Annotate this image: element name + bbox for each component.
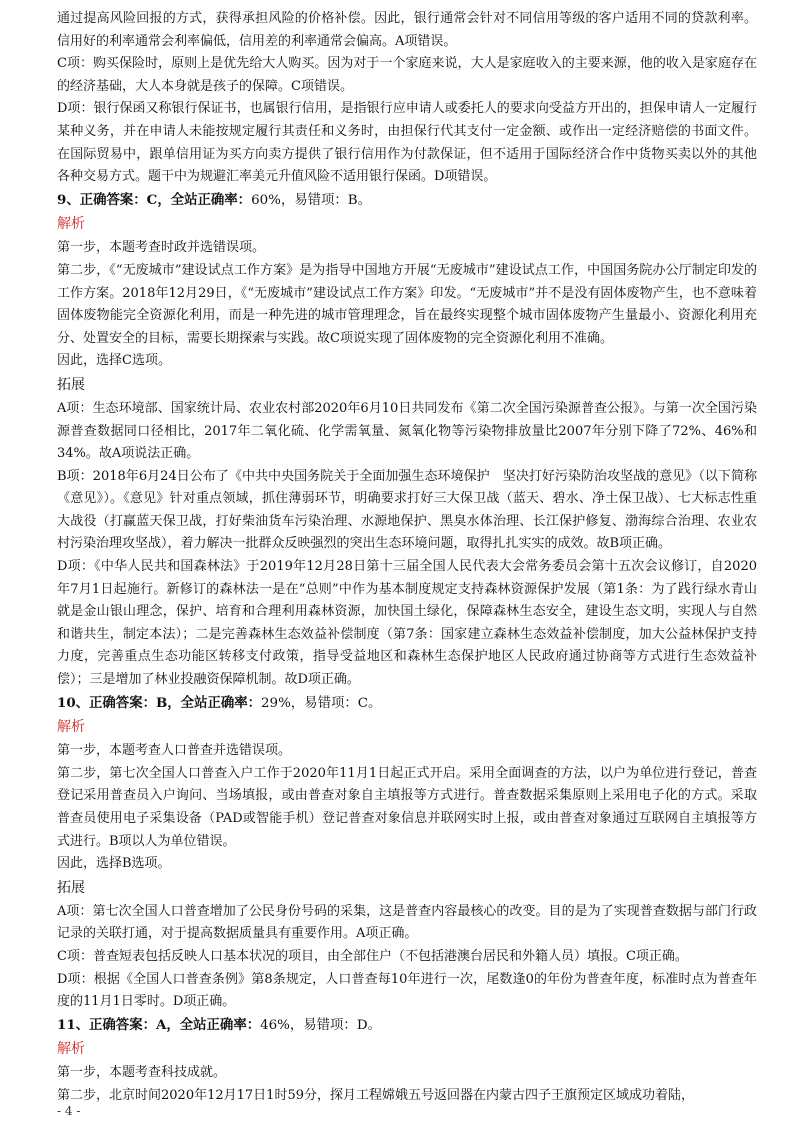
answer-head: 10、正确答案：B，全站正确率： [57,694,262,711]
answer-head: 11、正确答案：A，全站正确率： [57,1016,261,1033]
answer-head: 9、正确答案：C，全站正确率： [57,191,252,208]
paragraph: 第一步，本题考查科技成就。 [57,1065,227,1081]
paragraph: 第一步，本题考查时政并选错误项。 [57,240,266,256]
answer-rest: 60%，易错项：B。 [251,192,372,208]
paragraph: 通过提高风险回报的方式，获得承担风险的价格补偿。因此，银行通常会针对不同信用等级的客户适用不同的贷款利率。信用好的利率通常会利率偏低，信用差的利率通常会偏高。A项错误。 [57,11,757,49]
paragraph: 第二步，北京时间2020年12月17日1时59分，探月工程嫦娥五号返回器在内蒙古四子王旗预定区域成功着陆， [57,1087,694,1103]
document-body [57,8,757,1108]
paragraph: A项：第七次全国人口普查增加了公民身份号码的采集，这是普查内容最核心的改变。目的是为了实现普查数据与部门行政记录的关联打通，对于提高数据质量具有重要作用。A项正确。 [57,903,757,942]
paragraph: D项：银行保函又称银行保证书，也属银行信用，是指银行应申请人或委托人的要求向受益方开出的，担保申请人一定履行某种义务，并在申请人未能按规定履行其责任和义务时，由担保行代其支付一定金额、或作出一定经济赔偿的书面文件。在国际贸易中，跟单信用证为买方向卖方提供了银行信用作为付款保证，但不适用于国际经济合作中货物买卖以外的其他各种交易方式。题干中为规避汇率美元升值风险不适用银行保函。D项错误。 [57,101,757,185]
answer-line-q9 [57,189,757,213]
paragraph: 第一步，本题考查人口普查并选错误项。 [57,743,292,759]
answer-rest: 29%，易错项：C。 [261,695,382,711]
paragraph: 因此，选择B选项。 [57,856,171,872]
extension-heading: 拓展 [57,376,85,393]
analysis-heading: 解析 [57,1041,85,1058]
paragraph: D项：《中华人民共和国森林法》于2019年12月28日第十三届全国人民代表大会常务委员会第十五次会议修订，自2020年7月1日起施行。新修订的森林法一是在“总则”中作为基本制度规定支持森林资源保护发展（第1条：为了践行绿水青山就是金山银山理念，保护、培育和合理利用森林资源，加快国土绿化，保障森林生态安全，建设生态文明，实现人与自然和谐共生，制定本法）；二是完善森林生态效益补偿制度（第7条：国家建立森林生态效益补偿制度，加大公益林保护支持力度，完善重点生态功能区转移支付政策，指导受益地区和森林生态保护地区人民政府通过协商等方式进行生态效益补偿）；三是增加了林业投融资保障机制。故D项正确。 [57,559,757,688]
analysis-heading: 解析 [57,216,85,233]
answer-line-q11 [57,1014,757,1038]
paragraph: D项：根据《全国人口普查条例》第8条规定，人口普查每10年进行一次，尾数逢0的年份为普查年度，标准时点为普查年度的11月1日零时。D项正确。 [57,971,757,1010]
paragraph: 第二步，第七次全国人口普查入户工作于2020年11月1日起正式开启。采用全面调查的方法，以户为单位进行登记，普查登记采用普查员入户询问、当场填报，或由普查对象自主填报等方式进行。普查数据采集原则上采用电子化的方式。采取普查员使用电子采集设备（PAD或智能手机）登记普查对象信息并联网实时上报，或由普查对象通过互联网自主填报等方式进行。B项以人为单位错误。 [57,765,757,849]
analysis-heading: 解析 [57,719,85,736]
paragraph: A项：生态环境部、国家统计局、农业农村部2020年6月10日共同发布《第二次全国污染源普查公报》。与第一次全国污染源普查数据同口径相比，2017年二氧化硫、化学需氧量、氮氧化物等污染物排放量比2007年分别下降了72%、46%和34%。故A项说法正确。 [57,400,757,462]
page-number: - 4 - [57,1104,81,1118]
paragraph: 第二步，《“无废城市”建设试点工作方案》是为指导中国地方开展“无废城市”建设试点工作，中国国务院办公厅制定印发的工作方案。2018年12月29日，《“无废城市”建设试点工作方案》印发。“无废城市”并不是没有固体废物产生，也不意味着固体废物能完全资源化利用，而是一种先进的城市管理理念，旨在最终实现整个城市固体废物产生量最小、资源化利用充分、处置安全的目标，需要长期探索与实践。故C项说实现了固体废物的完全资源化利用不准确。 [57,262,757,346]
extension-heading: 拓展 [57,879,85,896]
paragraph: C项：普查短表包括反映人口基本状况的项目，由全部住户（不包括港澳台居民和外籍人员）填报。C项正确。 [57,948,688,964]
paragraph: C项：购买保险时，原则上是优先给大人购买。因为对于一个家庭来说，大人是家庭收入的主要来源，他的收入是家庭存在的经济基础，大人本身就是孩子的保障。C项错误。 [57,56,757,94]
paragraph: 因此，选择C选项。 [57,353,171,369]
answer-line-q10 [57,692,757,716]
answer-rest: 46%，易错项：D。 [260,1017,381,1033]
paragraph: B项：2018年6月24日公布了《中共中央国务院关于全面加强生态环境保护 坚决打好污染防治攻坚战的意见》（以下简称《意见》）。《意见》针对重点领域，抓住薄弱环节，明确要求打好三大保卫战（蓝天、碧水、净土保卫战）、七大标志性重大战役（打赢蓝天保卫战，打好柴油货车污染治理、水源地保护、黑臭水体治理、长江保护修复、渤海综合治理、农业农村污染治理攻坚战），着力解决一批群众反映强烈的突出生态环境问题，取得扎扎实实的成效。故B项正确。 [57,468,757,552]
